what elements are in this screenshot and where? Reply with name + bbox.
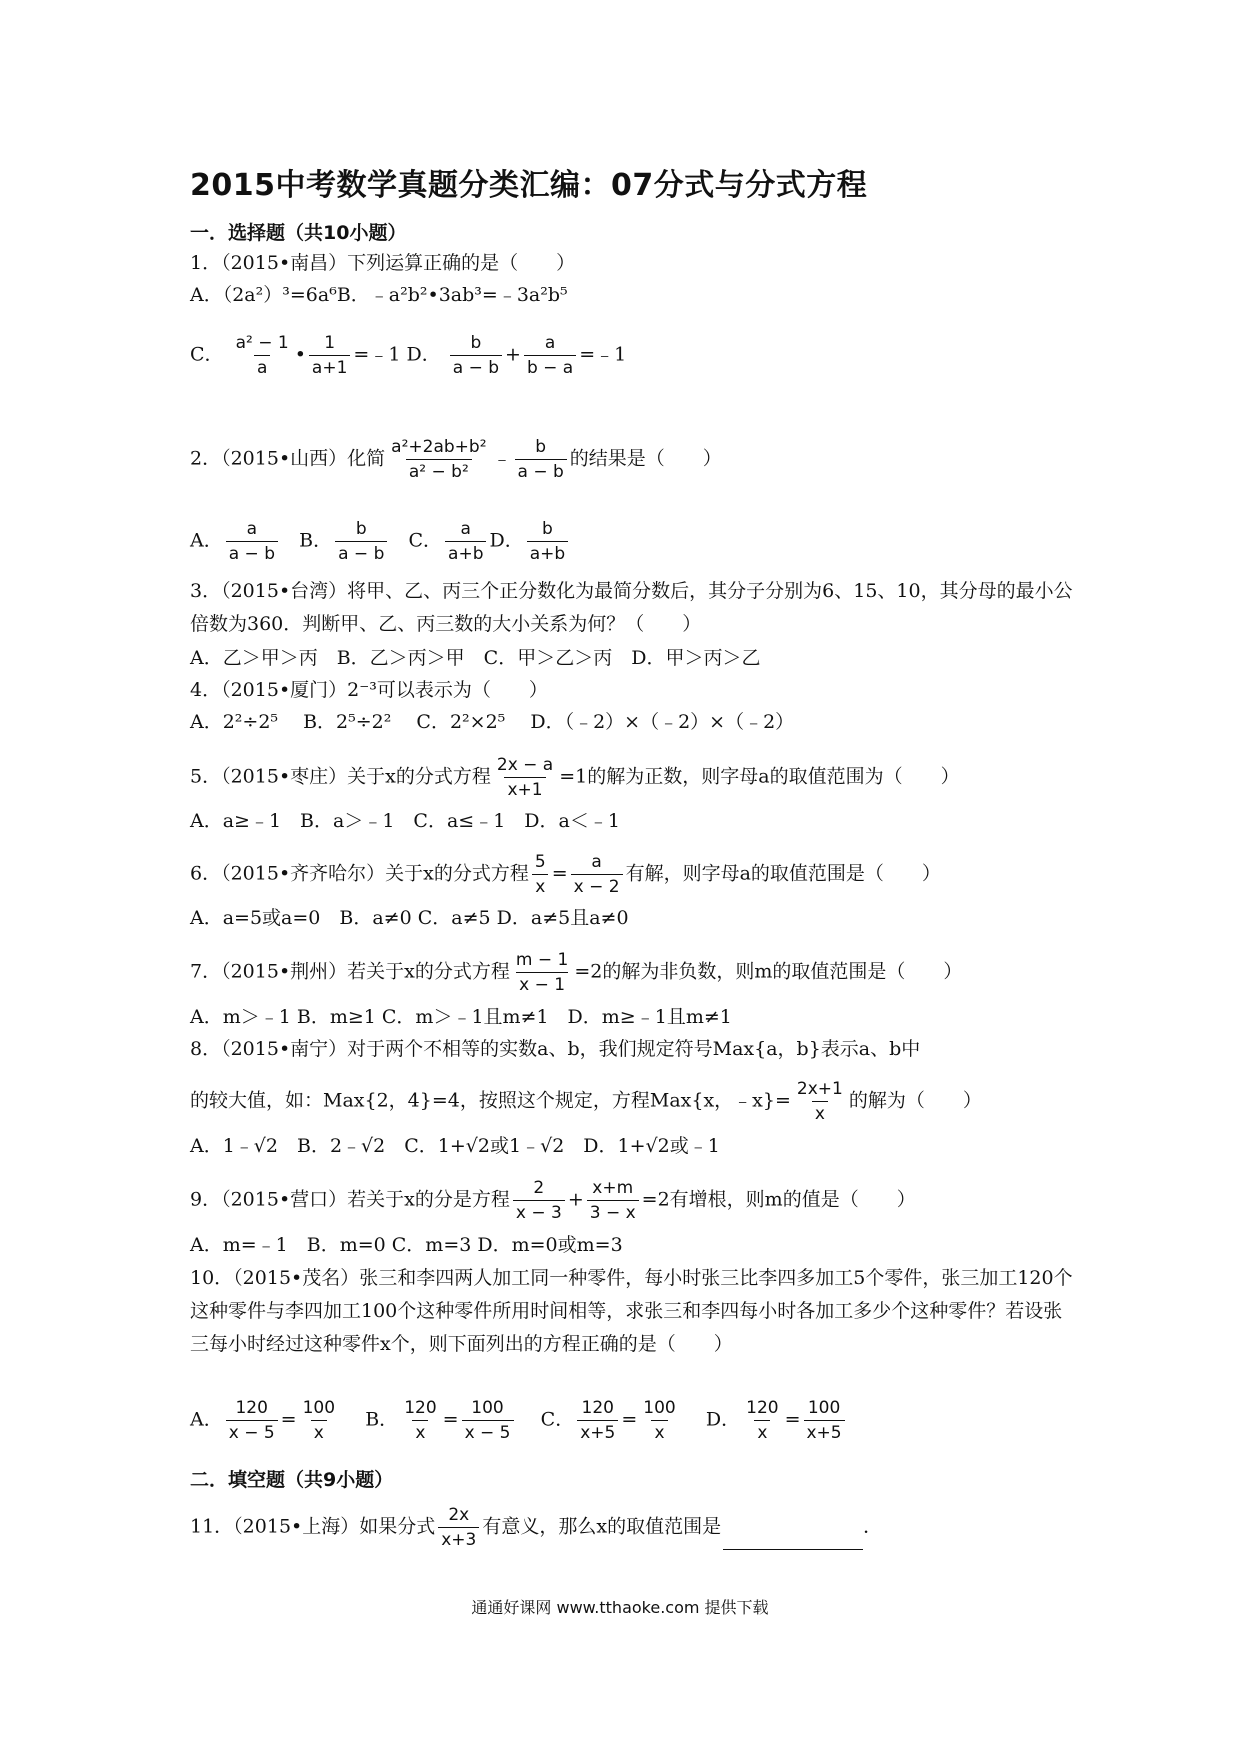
stem-text: 5．（2015•枣庄）关于x的分式方程 (190, 765, 491, 788)
stem-text: =2的解为非负数，则m的取值范围是（ ） (574, 960, 963, 983)
numerator: 120 (746, 1398, 779, 1418)
denominator: x+5 (804, 1420, 845, 1443)
numerator: 100 (302, 1398, 336, 1418)
operator: • (294, 343, 306, 366)
operator: + (567, 1188, 584, 1211)
numerator: a (591, 852, 602, 872)
numerator: a (544, 333, 556, 353)
option-label: C． (190, 343, 224, 366)
operator: = (280, 1408, 297, 1431)
question-10-options (190, 1398, 848, 1443)
denominator: x − 1 (516, 972, 568, 995)
denominator: x (311, 1420, 327, 1443)
question-5-stem (190, 755, 960, 800)
section-heading-fill-blank: 二．填空题（共9小题） (190, 1469, 394, 1491)
question-4-stem: 4．（2015•厦门）2⁻³可以表示为（ ） (190, 679, 548, 701)
fraction (309, 333, 350, 378)
question-5-options: A．a≥﹣1 B．a＞﹣1 C．a≤﹣1 D．a＜﹣1 (190, 810, 620, 832)
denominator: a − b (226, 541, 278, 564)
stem-text: 的解为（ ） (848, 1089, 982, 1112)
fraction (515, 437, 567, 482)
fraction (804, 1398, 845, 1443)
denominator: a − b (515, 459, 567, 482)
stem-text: 有解，则字母a的取值范围是（ ） (625, 862, 941, 885)
numerator: 2x (448, 1505, 470, 1525)
operator: ﹣ (492, 447, 512, 470)
fraction (513, 950, 571, 995)
fraction (577, 1398, 618, 1443)
denominator: a − b (450, 355, 502, 378)
question-6-options: A．a=5或a=0 B．a≠0 C．a≠5 D．a≠5且a≠0 (190, 907, 629, 929)
denominator: x (651, 1420, 667, 1443)
denominator: b − a (524, 355, 576, 378)
question-4-options: A．2²÷2⁵ B．2⁵÷2² C．2²×2⁵ D．（﹣2）×（﹣2）×（﹣2） (190, 711, 795, 733)
option-label: C． (408, 529, 443, 552)
option-label: D． (705, 1408, 741, 1431)
option-label: A． (190, 529, 223, 552)
stem-text: 的结果是（ ） (569, 447, 722, 470)
denominator: x − 2 (571, 874, 623, 897)
fraction (388, 437, 489, 482)
question-1-options-cd (190, 333, 626, 378)
fraction (226, 519, 278, 564)
fraction (462, 1398, 514, 1443)
fraction (438, 1505, 479, 1550)
option-text: =﹣1 D． (353, 343, 441, 366)
denominator: a+b (527, 541, 568, 564)
numerator: 100 (807, 1398, 841, 1418)
question-6-stem (190, 852, 941, 897)
stem-text: 的较大值，如：Max{2，4}=4，按照这个规定，方程Max{x，﹣x}= (190, 1089, 791, 1112)
numerator: 100 (471, 1398, 504, 1418)
operator: = (621, 1408, 638, 1431)
denominator: x (812, 1101, 828, 1124)
page-title: 2015中考数学真题分类汇编：07分式与分式方程 (190, 168, 868, 203)
denominator: a+b (445, 541, 486, 564)
fraction (300, 1398, 338, 1443)
fraction (513, 1178, 565, 1223)
numerator: 120 (235, 1398, 268, 1418)
question-8-stem-line2 (190, 1079, 982, 1124)
fraction (527, 519, 568, 564)
fraction (335, 519, 387, 564)
option-text: =﹣1 (579, 343, 627, 366)
option-label: C． (540, 1408, 575, 1431)
stem-text: 2．（2015•山西）化简 (190, 447, 386, 470)
question-10-stem: 10．（2015•茂名）张三和李四两人加工同一种零件，每小时张三比李四多加工5个零件，张三加工120个这种零件与李四加工100个这种零件所用时间相等，求张三和李四每小时各加工多少个这种零件？若设张三每小时经过这种零件x个，则下面列出的方程正确的是（ ） (190, 1267, 1073, 1355)
denominator: a − b (335, 541, 387, 564)
fraction (524, 333, 576, 378)
stem-text: 6．（2015•齐齐哈尔）关于x的分式方程 (190, 862, 529, 885)
question-3-options: A．乙＞甲＞丙 B．乙＞丙＞甲 C．甲＞乙＞丙 D．甲＞丙＞乙 (190, 647, 761, 669)
operator: = (442, 1408, 459, 1431)
fraction (587, 1178, 639, 1223)
denominator: x (754, 1420, 770, 1443)
fraction (233, 333, 292, 378)
numerator: 2x − a (496, 755, 554, 775)
numerator: a (460, 519, 471, 539)
option-label: B． (365, 1408, 399, 1431)
numerator: b (355, 519, 367, 539)
numerator: 100 (643, 1398, 676, 1418)
denominator: 3 − x (587, 1200, 639, 1223)
stem-text: 11．（2015•上海）如果分式 (190, 1515, 436, 1538)
numerator: m − 1 (515, 950, 569, 970)
numerator: b (535, 437, 547, 457)
section-heading-choice: 一．选择题（共10小题） (190, 222, 407, 244)
question-8-stem-line1: 8．（2015•南宁）对于两个不相等的实数a、b，我们规定符号Max{a，b}表示a、b中 (190, 1038, 921, 1060)
fraction (450, 333, 502, 378)
question-9-stem (190, 1178, 916, 1223)
fraction (640, 1398, 678, 1443)
numerator: 120 (581, 1398, 614, 1418)
denominator: x − 3 (513, 1200, 565, 1223)
fraction (226, 1398, 278, 1443)
denominator: x − 5 (462, 1420, 514, 1443)
numerator: 5 (534, 852, 546, 872)
numerator: a (246, 519, 258, 539)
denominator: x+3 (438, 1527, 479, 1550)
footer-credit: 通通好课网 www.tthaoke.com 提供下载 (471, 1598, 769, 1617)
stem-text: 7．（2015•荆州）若关于x的分式方程 (190, 960, 510, 983)
numerator: 2x+1 (796, 1079, 843, 1099)
numerator: b (470, 333, 482, 353)
denominator: x+1 (504, 777, 545, 800)
question-11-stem (190, 1505, 882, 1550)
fraction (743, 1398, 781, 1443)
question-1-options-ab: A．（2a²）³=6a⁶B．﹣a²b²•3ab³=﹣3a²b⁵ (190, 284, 568, 306)
question-3-stem: 3．（2015•台湾）将甲、乙、丙三个正分数化为最简分数后，其分子分别为6、15、10，其分母的最小公倍数为360．判断甲、乙、丙三数的大小关系为何？（ ） (190, 580, 1073, 635)
denominator: x+5 (577, 1420, 618, 1443)
stem-text: =2有增根，则m的值是（ ） (641, 1188, 916, 1211)
question-7-options: A．m＞﹣1 B．m≥1 C．m＞﹣1且m≠1 D．m≥﹣1且m≠1 (190, 1006, 732, 1028)
fraction (794, 1079, 846, 1124)
fraction (401, 1398, 439, 1443)
option-label: A． (190, 1408, 223, 1431)
denominator: x (412, 1420, 428, 1443)
fraction (571, 852, 623, 897)
operator: = (784, 1408, 801, 1431)
numerator: 120 (404, 1398, 437, 1418)
numerator: a² − 1 (235, 333, 289, 353)
question-7-stem (190, 950, 962, 995)
option-label: D． (489, 529, 524, 552)
question-2-stem (190, 437, 722, 482)
operator: + (505, 343, 521, 366)
stem-text: =1的解为正数，则字母a的取值范围为（ ） (559, 765, 960, 788)
denominator: a+1 (309, 355, 350, 378)
fraction (445, 519, 486, 564)
denominator: x (532, 874, 548, 897)
question-2-options (190, 519, 571, 564)
numerator: 2 (533, 1178, 545, 1198)
numerator: x+m (592, 1178, 634, 1198)
numerator: 1 (324, 333, 336, 353)
numerator: a²+2ab+b² (391, 437, 487, 457)
stem-text: 9．（2015•营口）若关于x的分是方程 (190, 1188, 510, 1211)
denominator: a (254, 355, 270, 378)
option-label: B． (299, 529, 333, 552)
denominator: x − 5 (226, 1420, 278, 1443)
fraction (494, 755, 556, 800)
operator: = (551, 862, 568, 885)
answer-blank (723, 1549, 863, 1550)
denominator: a² − b² (406, 459, 472, 482)
stem-text: ． (863, 1515, 883, 1538)
question-8-options: A．1﹣√2 B．2﹣√2 C．1+√2或1﹣√2 D．1+√2或﹣1 (190, 1135, 720, 1157)
numerator: b (542, 519, 553, 539)
stem-text: 有意义，那么x的取值范围是 (482, 1515, 722, 1538)
question-1-stem: 1．（2015•南昌）下列运算正确的是（ ） (190, 252, 576, 274)
fraction (532, 852, 549, 897)
question-9-options: A．m=﹣1 B．m=0 C．m=3 D．m=0或m=3 (190, 1234, 623, 1256)
